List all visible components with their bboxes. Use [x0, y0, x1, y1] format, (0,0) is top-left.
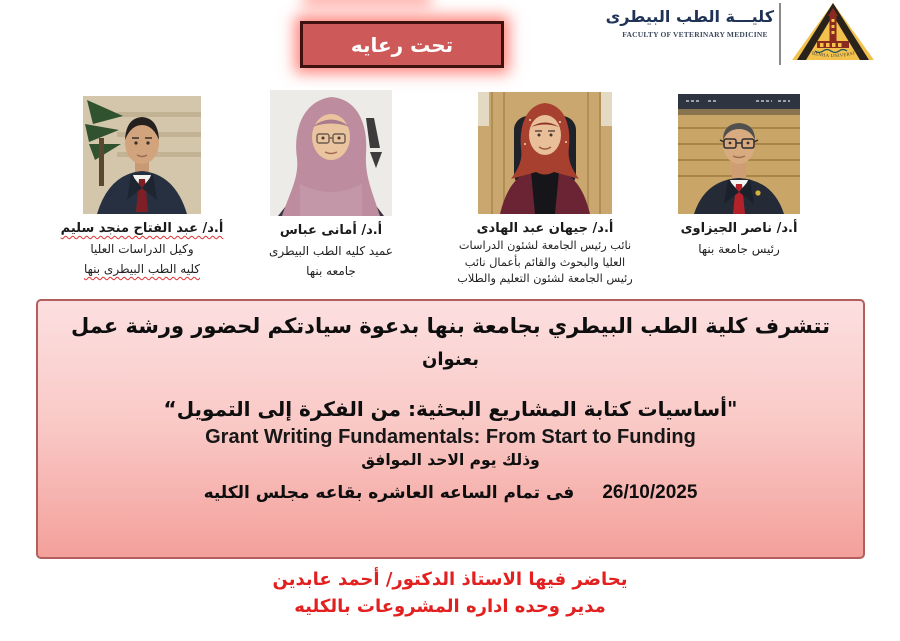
- benha-university-logo-icon: [789, 1, 877, 65]
- patron-card-abdelfattah: [57, 96, 227, 279]
- invitation-line2: بعنوان: [421, 349, 480, 370]
- patron-title-line: جامعه بنها: [306, 264, 356, 278]
- patron-caption: [251, 221, 411, 281]
- faculty-name-arabic: كليـــة الطب البيطرى: [605, 7, 774, 26]
- patron-card-jihan: [440, 92, 650, 288]
- lecturer-footer: [0, 566, 900, 620]
- invitation-line1: تتشرف كلية الطب البيطري بجامعة بنها بدعوة سيادتكم لحضور ورشة عمل: [71, 314, 830, 338]
- university-name-arc: BENHA UNIVERSITY: [811, 48, 863, 59]
- patronage-label: تحت رعايه: [350, 32, 454, 57]
- patron-caption: [440, 219, 650, 288]
- patronage-banner: [300, 21, 504, 68]
- patron-title-line: عميد كليه الطب البيطرى: [269, 244, 393, 258]
- patron-name: أ.د/ ناصر الجيزاوى: [680, 221, 798, 236]
- patron-card-amany: [251, 90, 411, 281]
- patron-title-line: نائب رئيس الجامعة لشئون الدراسات: [458, 239, 632, 252]
- workshop-title-arabic: "أساسيات كتابة المشاريع البحثية: من الفكرة إلى التمويل“: [163, 397, 738, 421]
- patron-title-line: العليا والبحوث والقائم بأعمال نائب: [464, 255, 626, 269]
- workshop-date: 26/10/2025: [602, 482, 698, 503]
- patron-title-line: وكيل الدراسات العليا: [90, 242, 194, 256]
- patron-name: أ.د/ عبد الفتاح منجد سليم: [60, 221, 224, 236]
- patron-caption: [659, 219, 819, 259]
- patron-card-nasser: [659, 94, 819, 259]
- header-divider: [779, 3, 781, 65]
- patron-title-line: رئيس الجامعة لشئون التعليم والطلاب: [457, 272, 633, 285]
- portrait-photo-nasser: [678, 94, 800, 214]
- portrait-photo-abdelfattah: [83, 96, 201, 214]
- banner-glow-smear: [303, 0, 431, 6]
- patron-title-line: رئيس جامعة بنها: [698, 242, 780, 256]
- workshop-day-line: وذلك يوم الاحد الموافق: [361, 451, 540, 469]
- patron-title-line: كليه الطب البيطرى بنها: [83, 262, 201, 276]
- patron-name: أ.د/ جيهان عبد الهادى: [476, 221, 614, 236]
- portrait-photo-amany: [270, 90, 392, 216]
- faculty-header: [605, 7, 774, 39]
- workshop-title-english: Grant Writing Fundamentals: From Start to Funding: [205, 426, 696, 448]
- portrait-photo-jihan: [478, 92, 612, 214]
- workshop-time-place: فى تمام الساعه العاشره بقاعه مجلس الكليه: [203, 483, 575, 503]
- workshop-when-line: [38, 482, 863, 504]
- lecturer-line2: مدير وحده اداره المشروعات بالكليه: [294, 596, 606, 617]
- lecturer-line1: يحاضر فيها الاستاذ الدكتور/ أحمد عابدين: [272, 569, 628, 590]
- patron-name: أ.د/ أمانى عباس: [279, 223, 383, 238]
- patron-caption: [57, 219, 227, 279]
- faculty-name-english: FACULTY OF VETERINARY MEDICINE: [622, 30, 768, 39]
- invitation-box: [36, 299, 865, 559]
